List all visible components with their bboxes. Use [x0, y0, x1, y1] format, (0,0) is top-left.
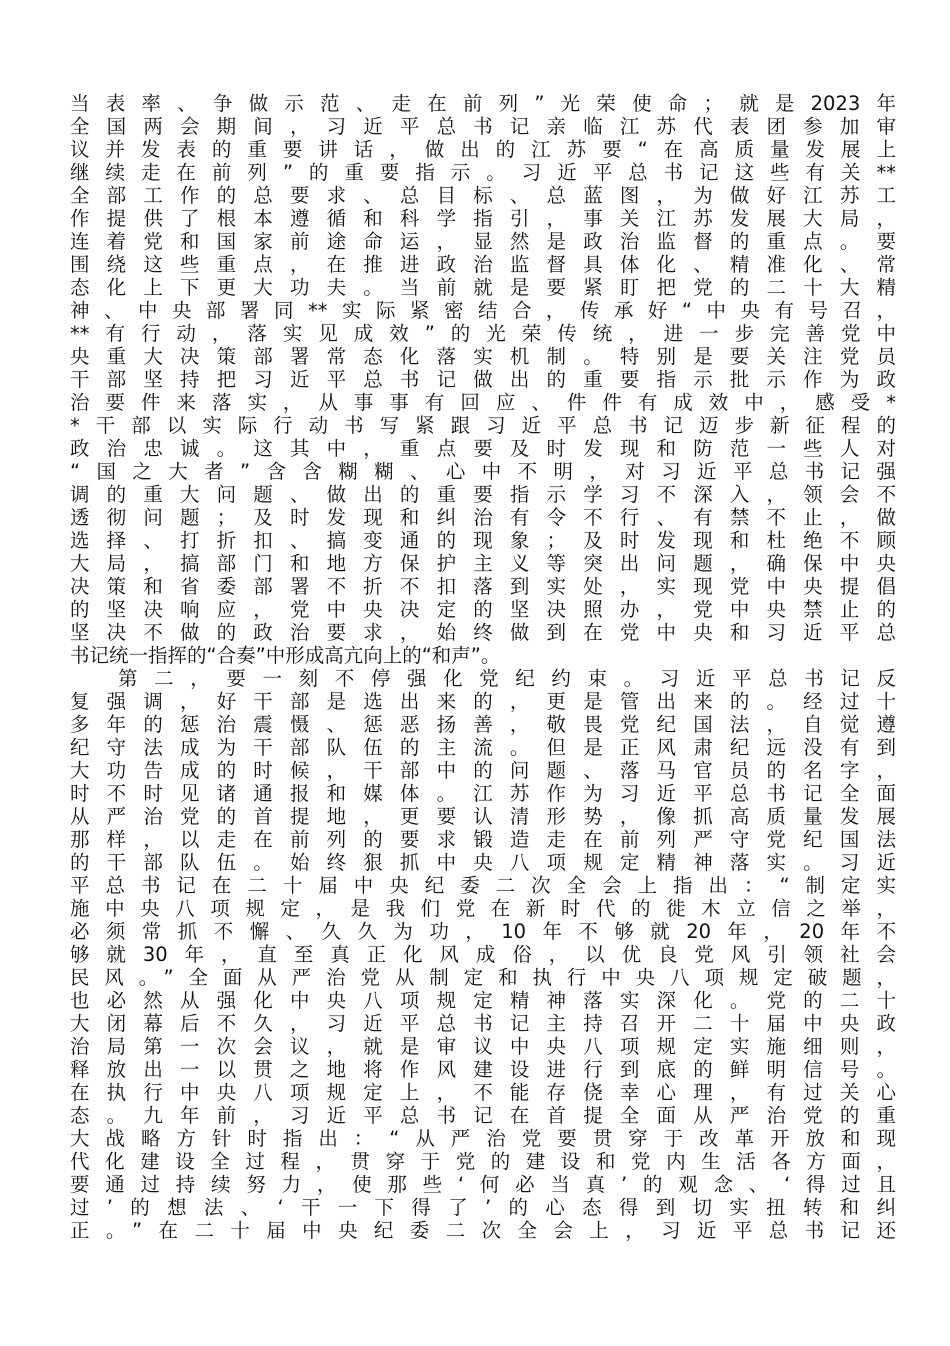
text-line: 从严治党的首提地，更要认清形势，像抓高质量发展 — [70, 805, 896, 828]
document-body — [70, 92, 896, 1242]
text-line: 全部工作的总要求、总目标、总蓝图，为做好江苏工 — [70, 184, 896, 207]
text-line: 过’的想法、‘干一下得了’的心态得到切实扭转和纠 — [70, 1196, 896, 1219]
text-line: 调的重大问题、做出的重要指示学习不深入，领会不 — [70, 483, 896, 506]
text-line: 大战略方针时指出：“从严治党要贯穿于改革开放和现 — [70, 1127, 896, 1150]
text-line: 议并发表的重要讲话，做出的江苏要“在高质量发展上 — [70, 138, 896, 161]
text-line: 施中央八项规定，是我们党在新时代的徙木立信之举， — [70, 897, 896, 920]
text-line: 在执行中央八项规定上，不能存侥幸心理，有过关心 — [70, 1081, 896, 1104]
text-line: 政治忠诚。这其中，重点要及时发现和防范一些人对 — [70, 437, 896, 460]
text-line: 连着党和国家前途命运，显然是政治监督的重点。要 — [70, 230, 896, 253]
text-line: 神、中央部署同**实际紧密结合，传承好“中央有号召， — [70, 299, 896, 322]
text-line: 纪守法成为干部队伍的主流。但是正风肃纪远没有到 — [70, 736, 896, 759]
text-line: 选择、打折扣、搞变通的现象；及时发现和杜绝不顾 — [70, 529, 896, 552]
text-line: 也必然从强化中央八项规定精神落实深化。党的二十 — [70, 989, 896, 1012]
text-line: 继续走在前列”的重要指示。习近平总书记这些有关** — [70, 161, 896, 184]
text-line: 时不时见诸通报和媒体。江苏作为习近平总书记全面 — [70, 782, 896, 805]
text-line: 平总书记在二十届中央纪委二次全会上指出：“制定实 — [70, 874, 896, 897]
text-line: 坚决不做的政治要求，始终做到在党中央和习近平总 — [70, 621, 896, 644]
text-line: 大局，搞部门和地方保护主义等突出问题，确保中央 — [70, 552, 896, 575]
text-line: 大功告成的时候，干部中的问题、落马官员的名字， — [70, 759, 896, 782]
text-line: *干部以实际行动书写紧跟习近平总书记迈步新征程的 — [70, 414, 896, 437]
text-line: “国之大者”含含糊糊、心中不明，对习近平总书记强 — [70, 460, 896, 483]
text-line: 围绕这些重点，在推进政治监督具体化、精准化、常 — [70, 253, 896, 276]
text-line: 要通过持续努力，使那些‘何必当真’的观念、‘得过且 — [70, 1173, 896, 1196]
text-line: 态化上下更大功夫。当前就是要紧盯把党的二十大精 — [70, 276, 896, 299]
text-line: 够就30年，直至真正化风成俗，以优良党风引领社会 — [70, 943, 896, 966]
text-line: 干部坚持把习近平总书记做出的重要指示批示作为政 — [70, 368, 896, 391]
paragraph-end-line: 书记统一指挥的“合奏”中形成高亢向上的“和声”。 — [70, 644, 501, 667]
text-line: 当表率、争做示范、走在前列”光荣使命；就是2023年 — [70, 92, 896, 115]
paragraph-start-line: 第二，要一刻不停强化党纪约束。习近平总书记反 — [118, 667, 896, 690]
text-line: 那样，以走在前列的要求锻造走在前列严守党纪国法 — [70, 828, 896, 851]
text-line: 治局第一次会议，就是审议中央八项规定实施细则， — [70, 1035, 896, 1058]
text-line: 的干部队伍。始终狠抓中央八项规定精神落实。习近 — [70, 851, 896, 874]
text-line: 代化建设全过程，贯穿于党的建设和党内生活各方面， — [70, 1150, 896, 1173]
text-line: 释放出一以贯之地将作风建设进行到底的鲜明信号。 — [70, 1058, 896, 1081]
text-line: 透彻问题；及时发现和纠治有令不行、有禁不止，做 — [70, 506, 896, 529]
text-line: 全国两会期间，习近平总书记亲临江苏代表团参加审 — [70, 115, 896, 138]
text-line: 大闭幕后不久，习近平总书记主持召开二十届中央政 — [70, 1012, 896, 1035]
text-line: 决策和省委部署不折不扣落到实处，实现党中央提倡 — [70, 575, 896, 598]
text-line: 作提供了根本遵循和科学指引，事关江苏发展大局， — [70, 207, 896, 230]
text-line: **有行动，落实见成效”的光荣传统，进一步完善党中 — [70, 322, 896, 345]
text-line: 治要件来落实，从事事有回应、件件有成效中，感受* — [70, 391, 896, 414]
text-line: 多年的惩治震慑、惩恶扬善，敬畏党纪国法，自觉遵 — [70, 713, 896, 736]
text-line: 央重大决策部署常态化落实机制。特别是要关注党员 — [70, 345, 896, 368]
text-line: 复强调，好干部是选出来的，更是管出来的。经过十 — [70, 690, 896, 713]
text-line: 必须常抓不懈、久久为功，10年不够就20年，20年不 — [70, 920, 896, 943]
text-line: 的坚决响应，党中央决定的坚决照办，党中央禁止的 — [70, 598, 896, 621]
text-line: 民风。”全面从严治党从制定和执行中央八项规定破题， — [70, 966, 896, 989]
text-line: 态。九年前，习近平总书记在首提全面从严治党的重 — [70, 1104, 896, 1127]
text-line: 正。”在二十届中央纪委二次全会上，习近平总书记还 — [70, 1219, 896, 1242]
